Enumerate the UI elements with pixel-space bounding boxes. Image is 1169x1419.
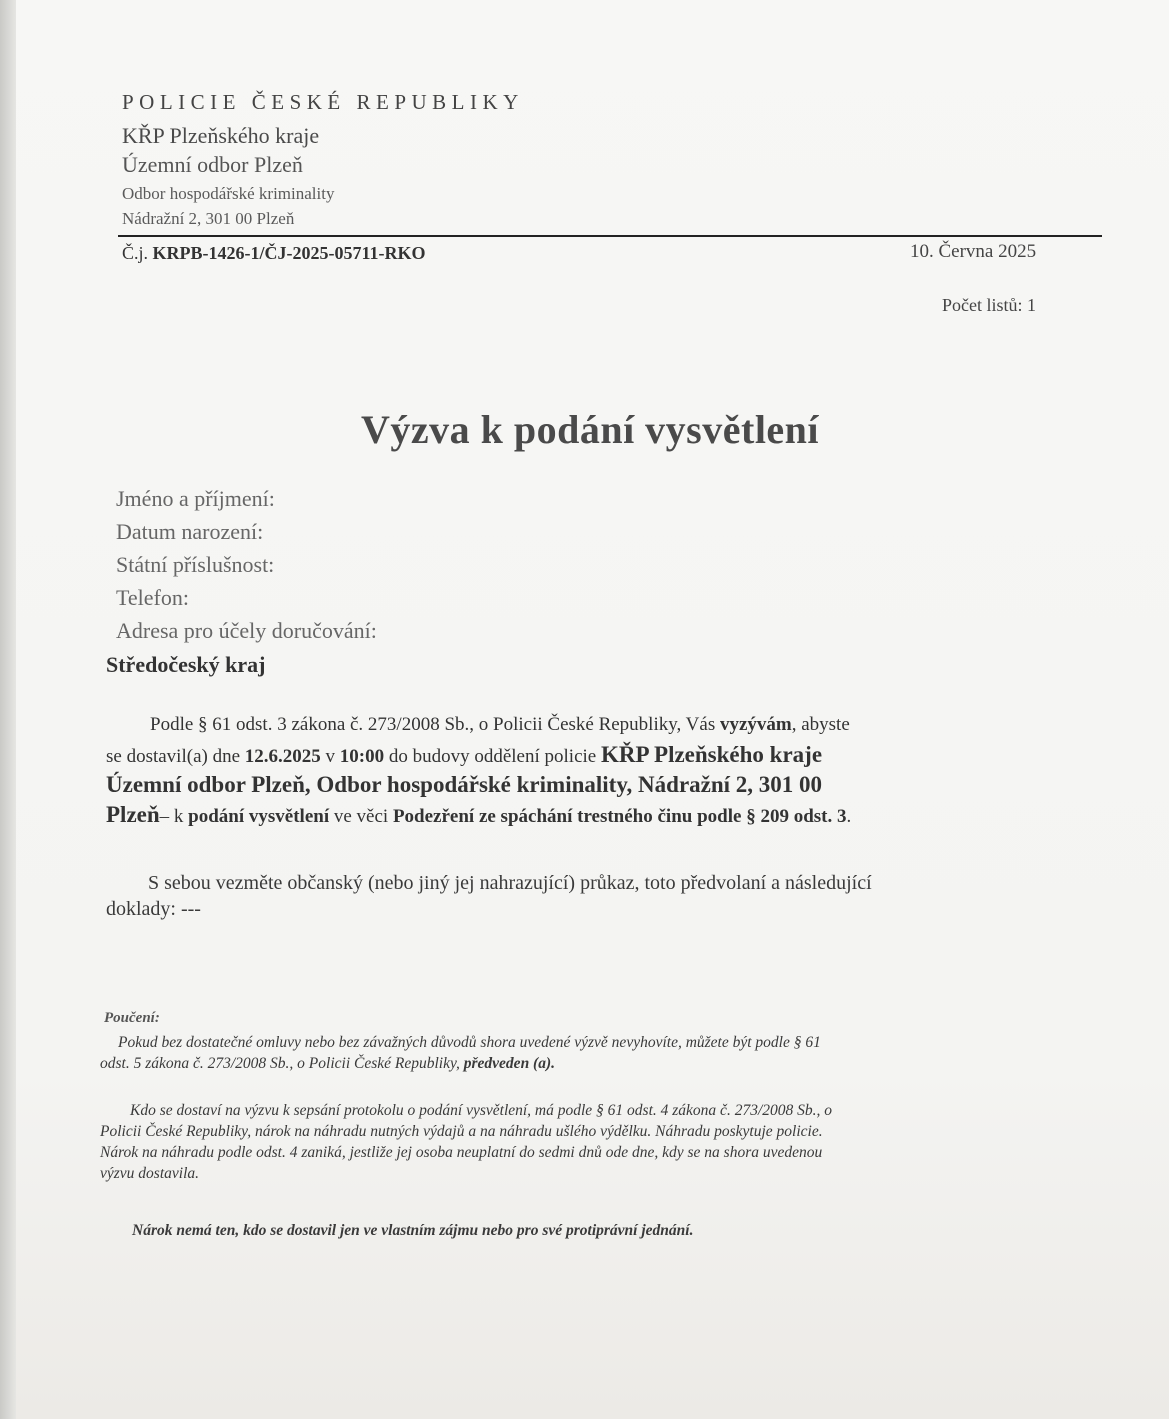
summons-paragraph bbox=[106, 710, 1066, 830]
document-title: Výzva k podání vysvětlení bbox=[360, 407, 820, 452]
summons-time: 10:00 bbox=[339, 746, 385, 767]
summons-location: Územní odbor Plzeň, Odbor hospodářské kriminality, Nádražní 2, 301 00 bbox=[106, 772, 823, 797]
department-address: Nádražní 2, 301 00 Plzeň bbox=[122, 209, 295, 228]
field-nationality: Státní příslušnost: bbox=[116, 552, 275, 577]
notice-paragraph-3: Nárok nemá ten, kdo se dostavil jen ve vlastním zájmu nebo pro své protiprávní jednání. bbox=[132, 1222, 694, 1239]
summons-text: se dostavil(a) dne bbox=[106, 746, 245, 767]
notice-paragraph-1 bbox=[100, 1032, 821, 1074]
summons-text: , abyste bbox=[791, 714, 850, 735]
notice-heading: Poučení: bbox=[104, 1010, 160, 1026]
regional-directorate: KŘP Plzeňského kraje bbox=[122, 123, 320, 148]
field-birth-date: Datum narození: bbox=[116, 519, 264, 544]
department-name: Odbor hospodářské kriminality bbox=[122, 184, 335, 203]
summons-date: 12.6.2025 bbox=[244, 746, 321, 767]
notice-text: Pokud bez dostatečné omluvy nebo bez závažných důvodů shora uvedené výzvě nevyhovíte, můžete být podle § 61 bbox=[118, 1034, 821, 1051]
region-value: Středočeský kraj bbox=[106, 652, 266, 677]
organization-name: POLICIE ČESKÉ REPUBLIKY bbox=[122, 90, 524, 114]
summons-text: ve věci bbox=[329, 806, 393, 827]
summons-matter: Podezření ze spáchání trestného činu podle § 209 odst. 3 bbox=[392, 806, 847, 827]
reference-number: KRPB-1426-1/ČJ-2025-05711-RKO bbox=[152, 243, 426, 263]
summons-verb: vyzývám bbox=[719, 714, 792, 735]
summons-location: Plzeň bbox=[106, 802, 160, 827]
documents-paragraph bbox=[106, 870, 1066, 922]
notice-text: výzvu dostavila. bbox=[100, 1165, 200, 1182]
sheet-count: Počet listů: 1 bbox=[942, 295, 1036, 315]
field-phone: Telefon: bbox=[116, 585, 189, 610]
notice-text: Policii České Republiky, nárok na náhradu nutných výdajů a na náhradu ušlého výdělku. Náhradu poskytuje policie. bbox=[100, 1123, 823, 1140]
documents-text: S sebou vezměte občanský (nebo jiný jej nahrazující) průkaz, toto předvolaní a následující bbox=[148, 872, 872, 894]
reference-line bbox=[122, 243, 426, 264]
field-delivery-address: Adresa pro účely doručování: bbox=[116, 618, 377, 643]
notice-text: Kdo se dostaví na výzvu k sepsání protokolu o podání vysvětlení, má podle § 61 odst. 4 zákona č. 273/2008 Sb., o bbox=[130, 1102, 832, 1119]
notice-emphasis: předveden (a). bbox=[463, 1055, 556, 1072]
header-divider bbox=[118, 235, 1102, 237]
summons-purpose: podání vysvětlení bbox=[188, 806, 330, 827]
notice-paragraph-2 bbox=[100, 1100, 832, 1184]
summons-text: do budovy oddělení policie bbox=[384, 746, 601, 767]
summons-location: KŘP Plzeňského kraje bbox=[600, 742, 823, 767]
documents-text: doklady: --- bbox=[106, 898, 201, 920]
document-date: 10. Června 2025 bbox=[910, 241, 1037, 262]
reference-prefix: Č.j. bbox=[122, 243, 149, 263]
summons-text: Podle § 61 odst. 3 zákona č. 273/2008 Sb., o Policii České Republiky, Vás bbox=[150, 714, 720, 735]
notice-text: Nárok na náhradu podle odst. 4 zaniká, jestliže jej osoba neuplatní do sedmi dnů ode dne, kdy se na shora uvedenou bbox=[100, 1144, 823, 1161]
summons-text: – k bbox=[159, 806, 189, 827]
field-name: Jméno a příjmení: bbox=[116, 486, 275, 511]
summons-text: . bbox=[846, 806, 852, 827]
territorial-unit: Územní odbor Plzeň bbox=[122, 152, 303, 177]
notice-text: odst. 5 zákona č. 273/2008 Sb., o Policii České Republiky, bbox=[100, 1055, 464, 1072]
summons-text: v bbox=[320, 746, 340, 767]
paper-edge-shadow bbox=[0, 0, 16, 1419]
